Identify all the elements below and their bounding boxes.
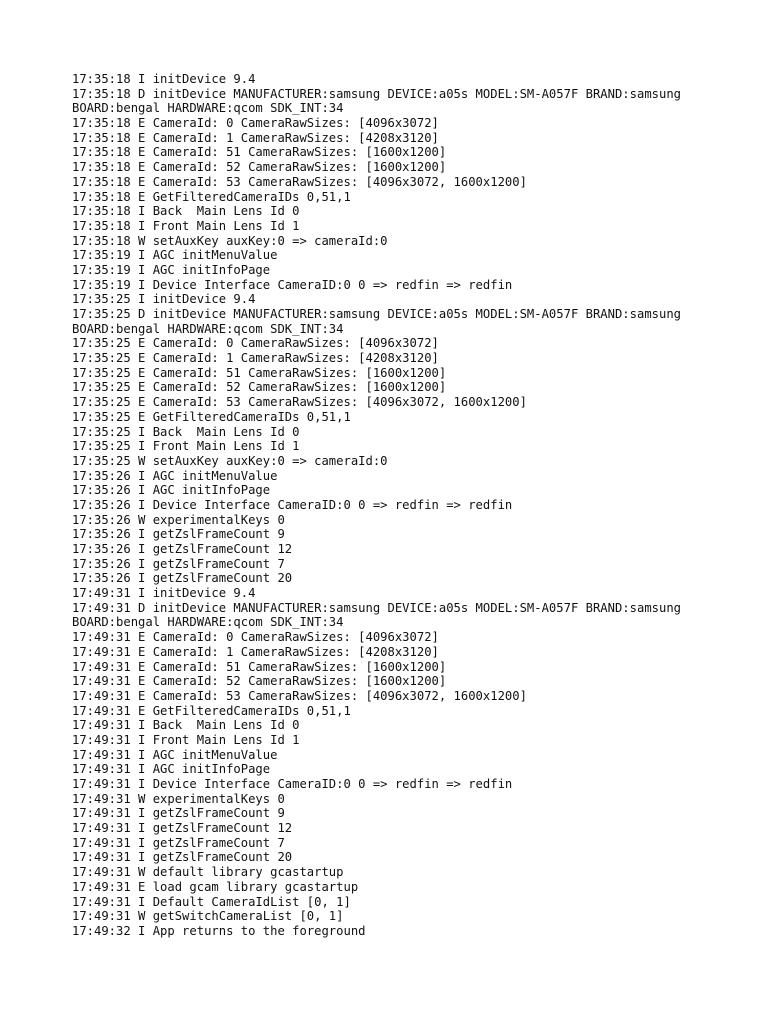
log-line: 17:49:31 I AGC initInfoPage (72, 762, 271, 777)
log-line: 17:35:26 I getZslFrameCount 9 (72, 527, 285, 542)
log-line: BOARD:bengal HARDWARE:qcom SDK_INT:34 (72, 615, 344, 630)
log-line: 17:35:25 E CameraId: 1 CameraRawSizes: [4208x3120] (72, 351, 439, 366)
log-text-block (72, 72, 712, 939)
log-line: 17:49:31 I getZslFrameCount 9 (72, 806, 285, 821)
log-line: 17:49:31 W getSwitchCameraList [0, 1] (72, 909, 344, 924)
log-line: 17:49:31 E CameraId: 51 CameraRawSizes: [1600x1200] (72, 659, 447, 674)
log-line: 17:35:25 E CameraId: 53 CameraRawSizes: [4096x3072, 1600x1200] (72, 395, 527, 410)
log-line: 17:35:26 I AGC initMenuValue (72, 468, 278, 483)
log-line: 17:49:31 I Default CameraIdList [0, 1] (72, 894, 351, 909)
log-line: 17:49:31 E CameraId: 52 CameraRawSizes: [1600x1200] (72, 674, 447, 689)
log-line: 17:35:25 E CameraId: 51 CameraRawSizes: [1600x1200] (72, 365, 447, 380)
log-line: 17:35:18 E CameraId: 51 CameraRawSizes: [1600x1200] (72, 145, 447, 160)
log-line: 17:49:31 I initDevice 9.4 (72, 586, 256, 601)
log-line: 17:49:31 I Back Main Lens Id 0 (72, 718, 300, 733)
log-line: 17:35:25 D initDevice MANUFACTURER:samsung DEVICE:a05s MODEL:SM-A057F BRAND:samsung (72, 307, 682, 321)
log-line: 17:35:25 E GetFilteredCameraIDs 0,51,1 (72, 409, 351, 424)
log-line: 17:49:31 E CameraId: 0 CameraRawSizes: [4096x3072] (72, 630, 439, 645)
log-line: 17:49:31 E load gcam library gcastartup (72, 879, 359, 894)
log-line: 17:35:18 I initDevice 9.4 (72, 72, 256, 86)
log-line: 17:49:31 W experimentalKeys 0 (72, 791, 285, 806)
log-line: BOARD:bengal HARDWARE:qcom SDK_INT:34 (72, 101, 344, 116)
log-line: 17:49:31 E GetFilteredCameraIDs 0,51,1 (72, 703, 351, 718)
log-line: 17:35:25 E CameraId: 0 CameraRawSizes: [4096x3072] (72, 336, 439, 351)
log-line: 17:35:18 W setAuxKey auxKey:0 => cameraId:0 (72, 233, 388, 248)
log-line: 17:35:19 I Device Interface CameraID:0 0 => redfin => redfin (72, 277, 513, 292)
log-line: 17:35:26 I getZslFrameCount 20 (72, 571, 293, 586)
log-line: 17:49:31 E CameraId: 1 CameraRawSizes: [4208x3120] (72, 644, 439, 659)
log-line: 17:35:26 I Device Interface CameraID:0 0 => redfin => redfin (72, 497, 513, 512)
log-line: 17:35:18 E CameraId: 0 CameraRawSizes: [4096x3072] (72, 116, 439, 131)
log-line: 17:49:31 I getZslFrameCount 12 (72, 821, 293, 836)
log-line: 17:49:31 I getZslFrameCount 7 (72, 835, 285, 850)
log-line: 17:35:18 I Back Main Lens Id 0 (72, 204, 300, 219)
log-line: 17:35:26 I getZslFrameCount 12 (72, 542, 293, 556)
log-line: 17:49:31 D initDevice MANUFACTURER:samsung DEVICE:a05s MODEL:SM-A057F BRAND:samsung (72, 600, 682, 615)
log-line: 17:49:31 I AGC initMenuValue (72, 747, 278, 762)
log-line: 17:35:18 D initDevice MANUFACTURER:samsung DEVICE:a05s MODEL:SM-A057F BRAND:samsung (72, 86, 682, 101)
log-line: 17:35:26 W experimentalKeys 0 (72, 512, 285, 527)
log-line: 17:35:25 E CameraId: 52 CameraRawSizes: [1600x1200] (72, 380, 447, 395)
log-line: 17:35:19 I AGC initInfoPage (72, 262, 271, 277)
log-line: 17:35:25 I Front Main Lens Id 1 (72, 439, 300, 454)
log-line: 17:35:18 I Front Main Lens Id 1 (72, 218, 300, 233)
log-line: 17:35:18 E CameraId: 52 CameraRawSizes: [1600x1200] (72, 160, 447, 175)
log-line: 17:35:18 E CameraId: 1 CameraRawSizes: [4208x3120] (72, 130, 439, 145)
log-line: 17:49:31 I Front Main Lens Id 1 (72, 732, 300, 747)
log-line: 17:49:32 I App returns to the foreground (72, 923, 366, 938)
log-line: 17:35:18 E CameraId: 53 CameraRawSizes: [4096x3072, 1600x1200] (72, 174, 527, 189)
log-line: 17:49:31 I Device Interface CameraID:0 0 => redfin => redfin (72, 777, 513, 791)
log-line: 17:35:26 I AGC initInfoPage (72, 483, 271, 498)
log-line: 17:49:31 E CameraId: 53 CameraRawSizes: [4096x3072, 1600x1200] (72, 688, 527, 703)
log-line: 17:35:25 I Back Main Lens Id 0 (72, 424, 300, 439)
log-line: 17:35:18 E GetFilteredCameraIDs 0,51,1 (72, 189, 351, 204)
log-line: 17:49:31 W default library gcastartup (72, 865, 344, 880)
log-line: BOARD:bengal HARDWARE:qcom SDK_INT:34 (72, 321, 344, 336)
log-line: 17:35:26 I getZslFrameCount 7 (72, 556, 285, 571)
log-line: 17:35:25 I initDevice 9.4 (72, 292, 256, 307)
log-line: 17:35:19 I AGC initMenuValue (72, 248, 278, 263)
log-line: 17:35:25 W setAuxKey auxKey:0 => cameraId:0 (72, 453, 388, 468)
log-line: 17:49:31 I getZslFrameCount 20 (72, 850, 293, 865)
